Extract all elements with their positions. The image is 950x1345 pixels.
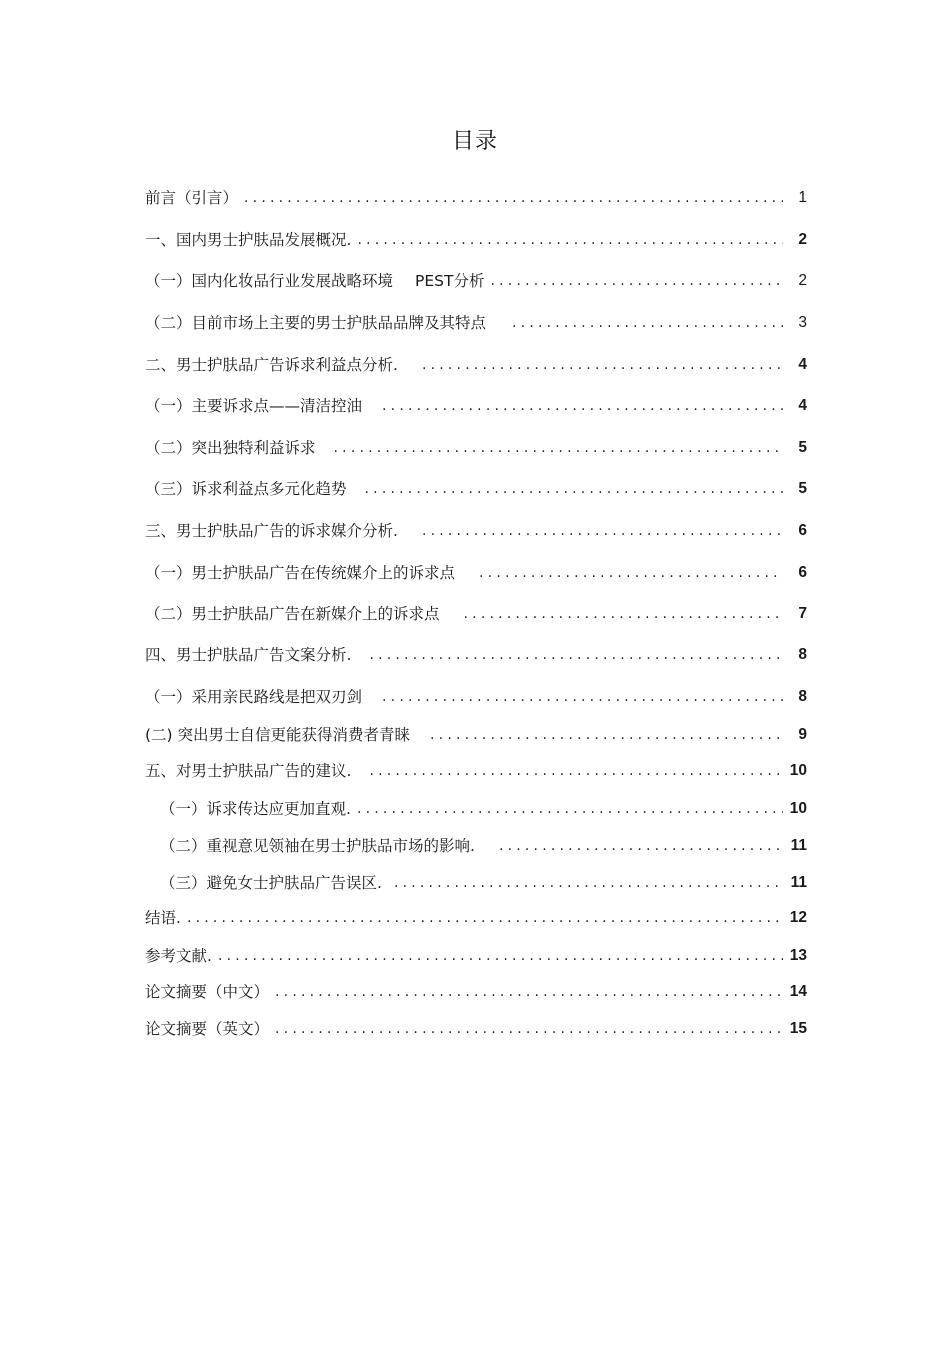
toc-leader-dots — [490, 269, 783, 293]
toc-entry-label: 二、男士护肤品广告诉求利益点分析. — [145, 356, 398, 374]
toc-page-number: 10 — [789, 762, 807, 779]
toc-entry-label: 参考文献. — [145, 947, 212, 965]
toc-entry-label: （二）男士护肤品广告在新媒介上的诉求点 — [145, 605, 440, 623]
toc-entry-abstract-en — [145, 1017, 807, 1041]
toc-page-number: 6 — [798, 522, 807, 539]
toc-entry-4-1 — [145, 685, 807, 709]
toc-leader-dots — [187, 906, 783, 930]
toc-page-number: 15 — [789, 1020, 807, 1037]
toc-page-number: 7 — [798, 605, 807, 622]
toc-entry-label-main: （一）国内化妆品行业发展战略环境 — [145, 272, 394, 290]
toc-leader-dots — [369, 643, 783, 667]
toc-page-number: 4 — [798, 397, 807, 414]
toc-leader-dots — [430, 723, 783, 747]
toc-entry-label — [145, 269, 490, 293]
toc-entry-chapter-4 — [145, 643, 807, 667]
toc-page-number: 2 — [798, 231, 807, 248]
toc-entry-label-suffix: PEST分析 — [415, 272, 485, 290]
toc-entry-label: 一、国内男士护肤品发展概况. — [145, 231, 352, 249]
toc-entry-label: 五、对男士护肤品广告的建议. — [145, 762, 352, 780]
toc-leader-dots — [275, 980, 783, 1004]
toc-title: 目录 — [451, 129, 498, 154]
toc-leader-dots — [357, 797, 783, 821]
toc-leader-dots — [382, 685, 783, 709]
toc-entry-label: （三）避免女士护肤品广告误区. — [160, 874, 382, 892]
toc-page-number: 13 — [789, 947, 807, 964]
toc-entry-abstract-cn — [145, 980, 807, 1004]
toc-entry-chapter-3 — [145, 519, 807, 543]
toc-entry-label: (二) 突出男士自信更能获得消费者青睐 — [145, 726, 411, 744]
toc-entry-label: （一）采用亲民路线是把双刃剑 — [145, 688, 363, 706]
toc-entry-label: （二）目前市场上主要的男士护肤品品牌及其特点 — [145, 314, 487, 332]
toc-page-number: 12 — [789, 909, 807, 926]
toc-entry-label: 论文摘要（中文） — [145, 983, 270, 1001]
toc-entry-label: 三、男士护肤品广告的诉求媒介分析. — [145, 522, 398, 540]
toc-entry-label: （二）重视意见领袖在男士护肤品市场的影响. — [160, 837, 475, 855]
toc-leader-dots — [422, 353, 783, 377]
toc-leader-dots — [464, 602, 783, 626]
toc-entry-conclusion — [145, 906, 807, 930]
toc-entry-preface — [145, 186, 807, 210]
toc-entry-label: 前言（引言） — [145, 189, 239, 207]
toc-page-number: 11 — [790, 874, 807, 891]
toc-page-number: 2 — [798, 272, 807, 289]
toc-page-number: 1 — [798, 189, 807, 206]
toc-page-number: 8 — [798, 688, 807, 705]
toc-page-number: 5 — [798, 439, 807, 456]
toc-leader-dots — [394, 871, 783, 895]
toc-entry-label: 四、男士护肤品广告文案分析. — [145, 646, 352, 664]
toc-leader-dots — [334, 436, 783, 460]
toc-leader-dots — [382, 394, 783, 418]
toc-entry-chapter-2 — [145, 353, 807, 377]
toc-page-number: 8 — [798, 646, 807, 663]
toc-entry-5-3 — [160, 871, 807, 895]
toc-entry-label: 论文摘要（英文） — [145, 1020, 270, 1038]
toc-page-number: 5 — [798, 480, 807, 497]
toc-page-number: 9 — [798, 726, 807, 743]
toc-entry-1-1 — [145, 269, 807, 293]
toc-entry-references — [145, 944, 807, 968]
toc-entry-2-2 — [145, 436, 807, 460]
toc-leader-dots — [499, 834, 783, 858]
toc-leader-dots — [357, 228, 783, 252]
toc-entry-label: （三）诉求利益点多元化趋势 — [145, 480, 347, 498]
toc-entry-chapter-1 — [145, 228, 807, 252]
toc-leader-dots — [479, 561, 783, 585]
toc-entry-4-2 — [145, 723, 807, 747]
toc-leader-dots — [218, 944, 783, 968]
toc-entry-label: （一）诉求传达应更加直观. — [160, 800, 351, 818]
toc-entry-label: 结语. — [145, 909, 181, 927]
toc-page-number: 11 — [790, 837, 807, 854]
toc-page-number: 4 — [798, 356, 807, 373]
toc-leader-dots — [244, 186, 783, 210]
toc-page-number: 14 — [789, 983, 807, 1000]
toc-leader-dots — [512, 311, 783, 335]
toc-page-number: 6 — [798, 564, 807, 581]
toc-entry-2-3 — [145, 477, 807, 501]
toc-entry-label: （一）男士护肤品广告在传统媒介上的诉求点 — [145, 564, 456, 582]
toc-entry-3-2 — [145, 602, 807, 626]
toc-leader-dots — [365, 477, 783, 501]
toc-entry-5-2 — [160, 834, 807, 858]
toc-leader-dots — [275, 1017, 783, 1041]
toc-entry-1-2 — [145, 311, 807, 335]
toc-page-number: 10 — [789, 800, 807, 817]
toc-entry-label: （二）突出独特利益诉求 — [145, 439, 316, 457]
toc-entry-chapter-5 — [145, 759, 807, 783]
toc-page-number: 3 — [798, 314, 807, 331]
toc-entry-2-1 — [145, 394, 807, 418]
toc-leader-dots — [422, 519, 783, 543]
toc-entry-5-1 — [160, 797, 807, 821]
toc-leader-dots — [369, 759, 783, 783]
toc-entry-label: （一）主要诉求点——清洁控油 — [145, 397, 363, 415]
toc-entry-3-1 — [145, 561, 807, 585]
